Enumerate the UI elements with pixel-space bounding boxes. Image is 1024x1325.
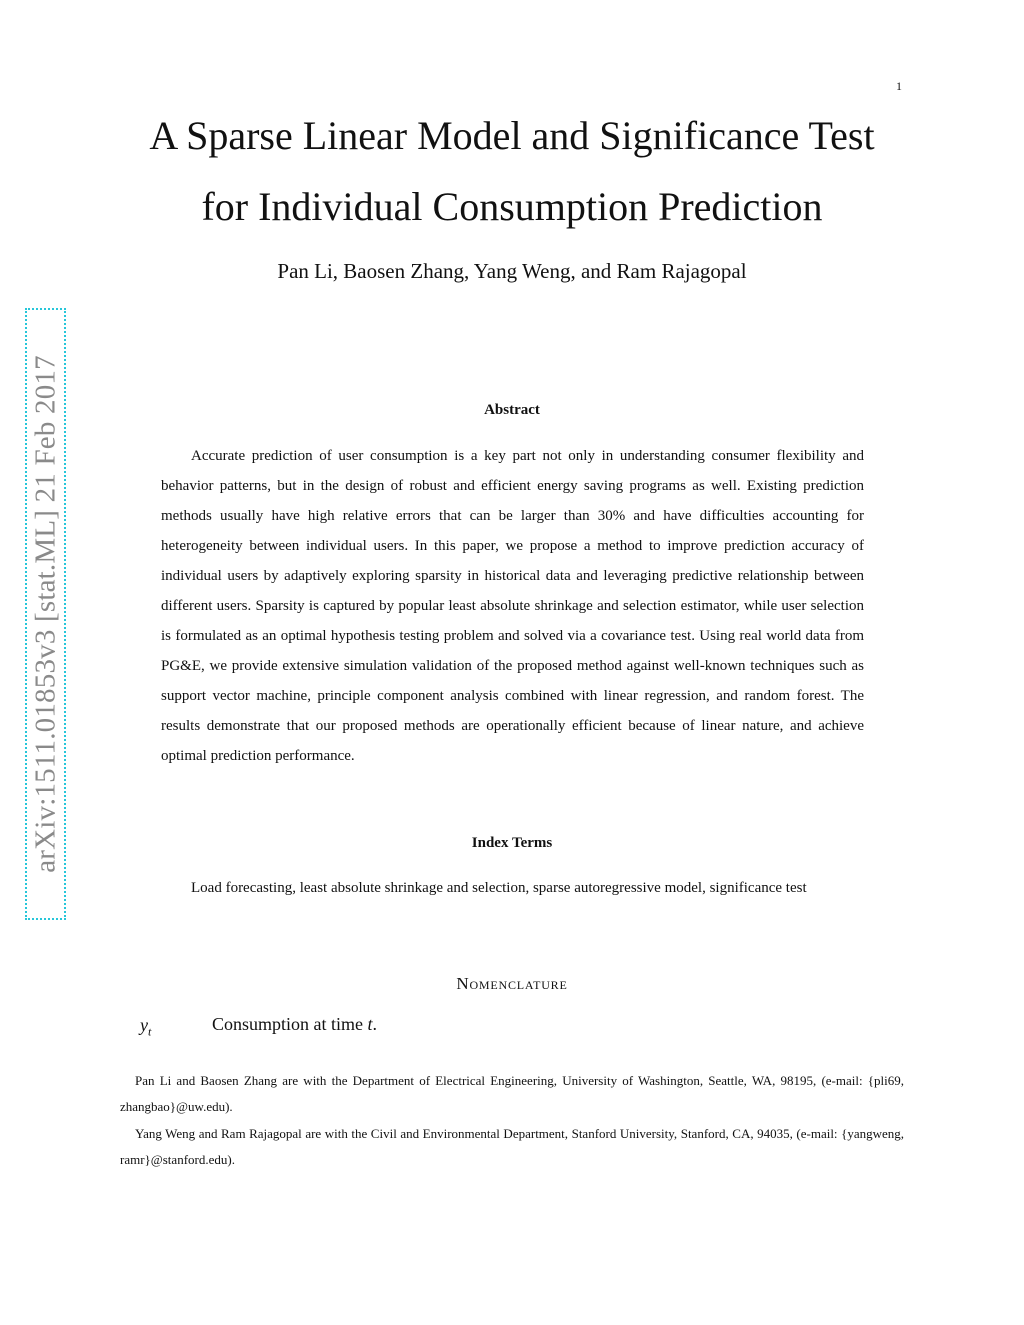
symbol-subscript: t bbox=[148, 1024, 152, 1039]
footnote-affiliation-2: Yang Weng and Ram Rajagopal are with the Civil and Environmental Department, Stanford University, Stanford, CA, 94035, (e-mail: {yangweng, ramr}@stanford.edu). bbox=[120, 1126, 904, 1167]
nomenclature-symbol bbox=[140, 1015, 151, 1040]
arxiv-id-label: arXiv:1511.01853v3 [stat.ML] 21 Feb 2017 bbox=[29, 355, 61, 873]
abstract-body: Accurate prediction of user consumption is a key part not only in understanding consumer flexibility and behavior patterns, but in the design of robust and efficient energy saving programs as well. Existing prediction methods usually have high relative errors that can be larger than 30% and have difficulties accounting for heterogeneity between individual users. In this paper, we propose a method to improve prediction accuracy of individual users by adaptively exploring sparsity in historical data and leveraging predictive relationship between different users. Sparsity is captured by popular least absolute shrinkage and selection estimator, while user selection is formulated as an optimal hypothesis testing problem and solved via a covariance test. Using real world data from PG&E, we provide extensive simulation validation of the proposed method against well-known techniques such as support vector machine, principle component analysis combined with linear regression, and random forest. The results demonstrate that our proposed methods are operationally efficient because of linear nature, and achieve optimal prediction performance. bbox=[161, 448, 864, 764]
arxiv-stamp[interactable] bbox=[25, 308, 66, 920]
footnote-affiliation-1: Pan Li and Baosen Zhang are with the Department of Electrical Engineering, University of Washington, Seattle, WA, 98195, (e-mail: {pli69, zhangbao}@uw.edu). bbox=[120, 1073, 904, 1114]
definition-prefix: Consumption at time bbox=[212, 1014, 368, 1034]
index-terms-body: Load forecasting, least absolute shrinkage and selection, sparse autoregressive model, significance test bbox=[191, 880, 807, 896]
paper-title-line-2: for Individual Consumption Prediction bbox=[201, 184, 823, 229]
author-list: Pan Li, Baosen Zhang, Yang Weng, and Ram Rajagopal bbox=[277, 259, 747, 283]
nomenclature-definition bbox=[212, 1014, 377, 1035]
paper-title-line-1: A Sparse Linear Model and Significance Test bbox=[149, 113, 875, 158]
nomenclature-entry bbox=[0, 1014, 1024, 1038]
definition-variable: t bbox=[367, 1014, 373, 1034]
nomenclature-heading bbox=[0, 974, 1024, 994]
symbol-base: y bbox=[140, 1015, 148, 1035]
definition-suffix: . bbox=[372, 1014, 378, 1034]
nomenclature-heading-text: Nomenclature bbox=[456, 974, 568, 993]
abstract-heading: Abstract bbox=[484, 402, 540, 418]
page-number: 1 bbox=[896, 79, 902, 93]
index-terms-heading: Index Terms bbox=[471, 835, 553, 851]
